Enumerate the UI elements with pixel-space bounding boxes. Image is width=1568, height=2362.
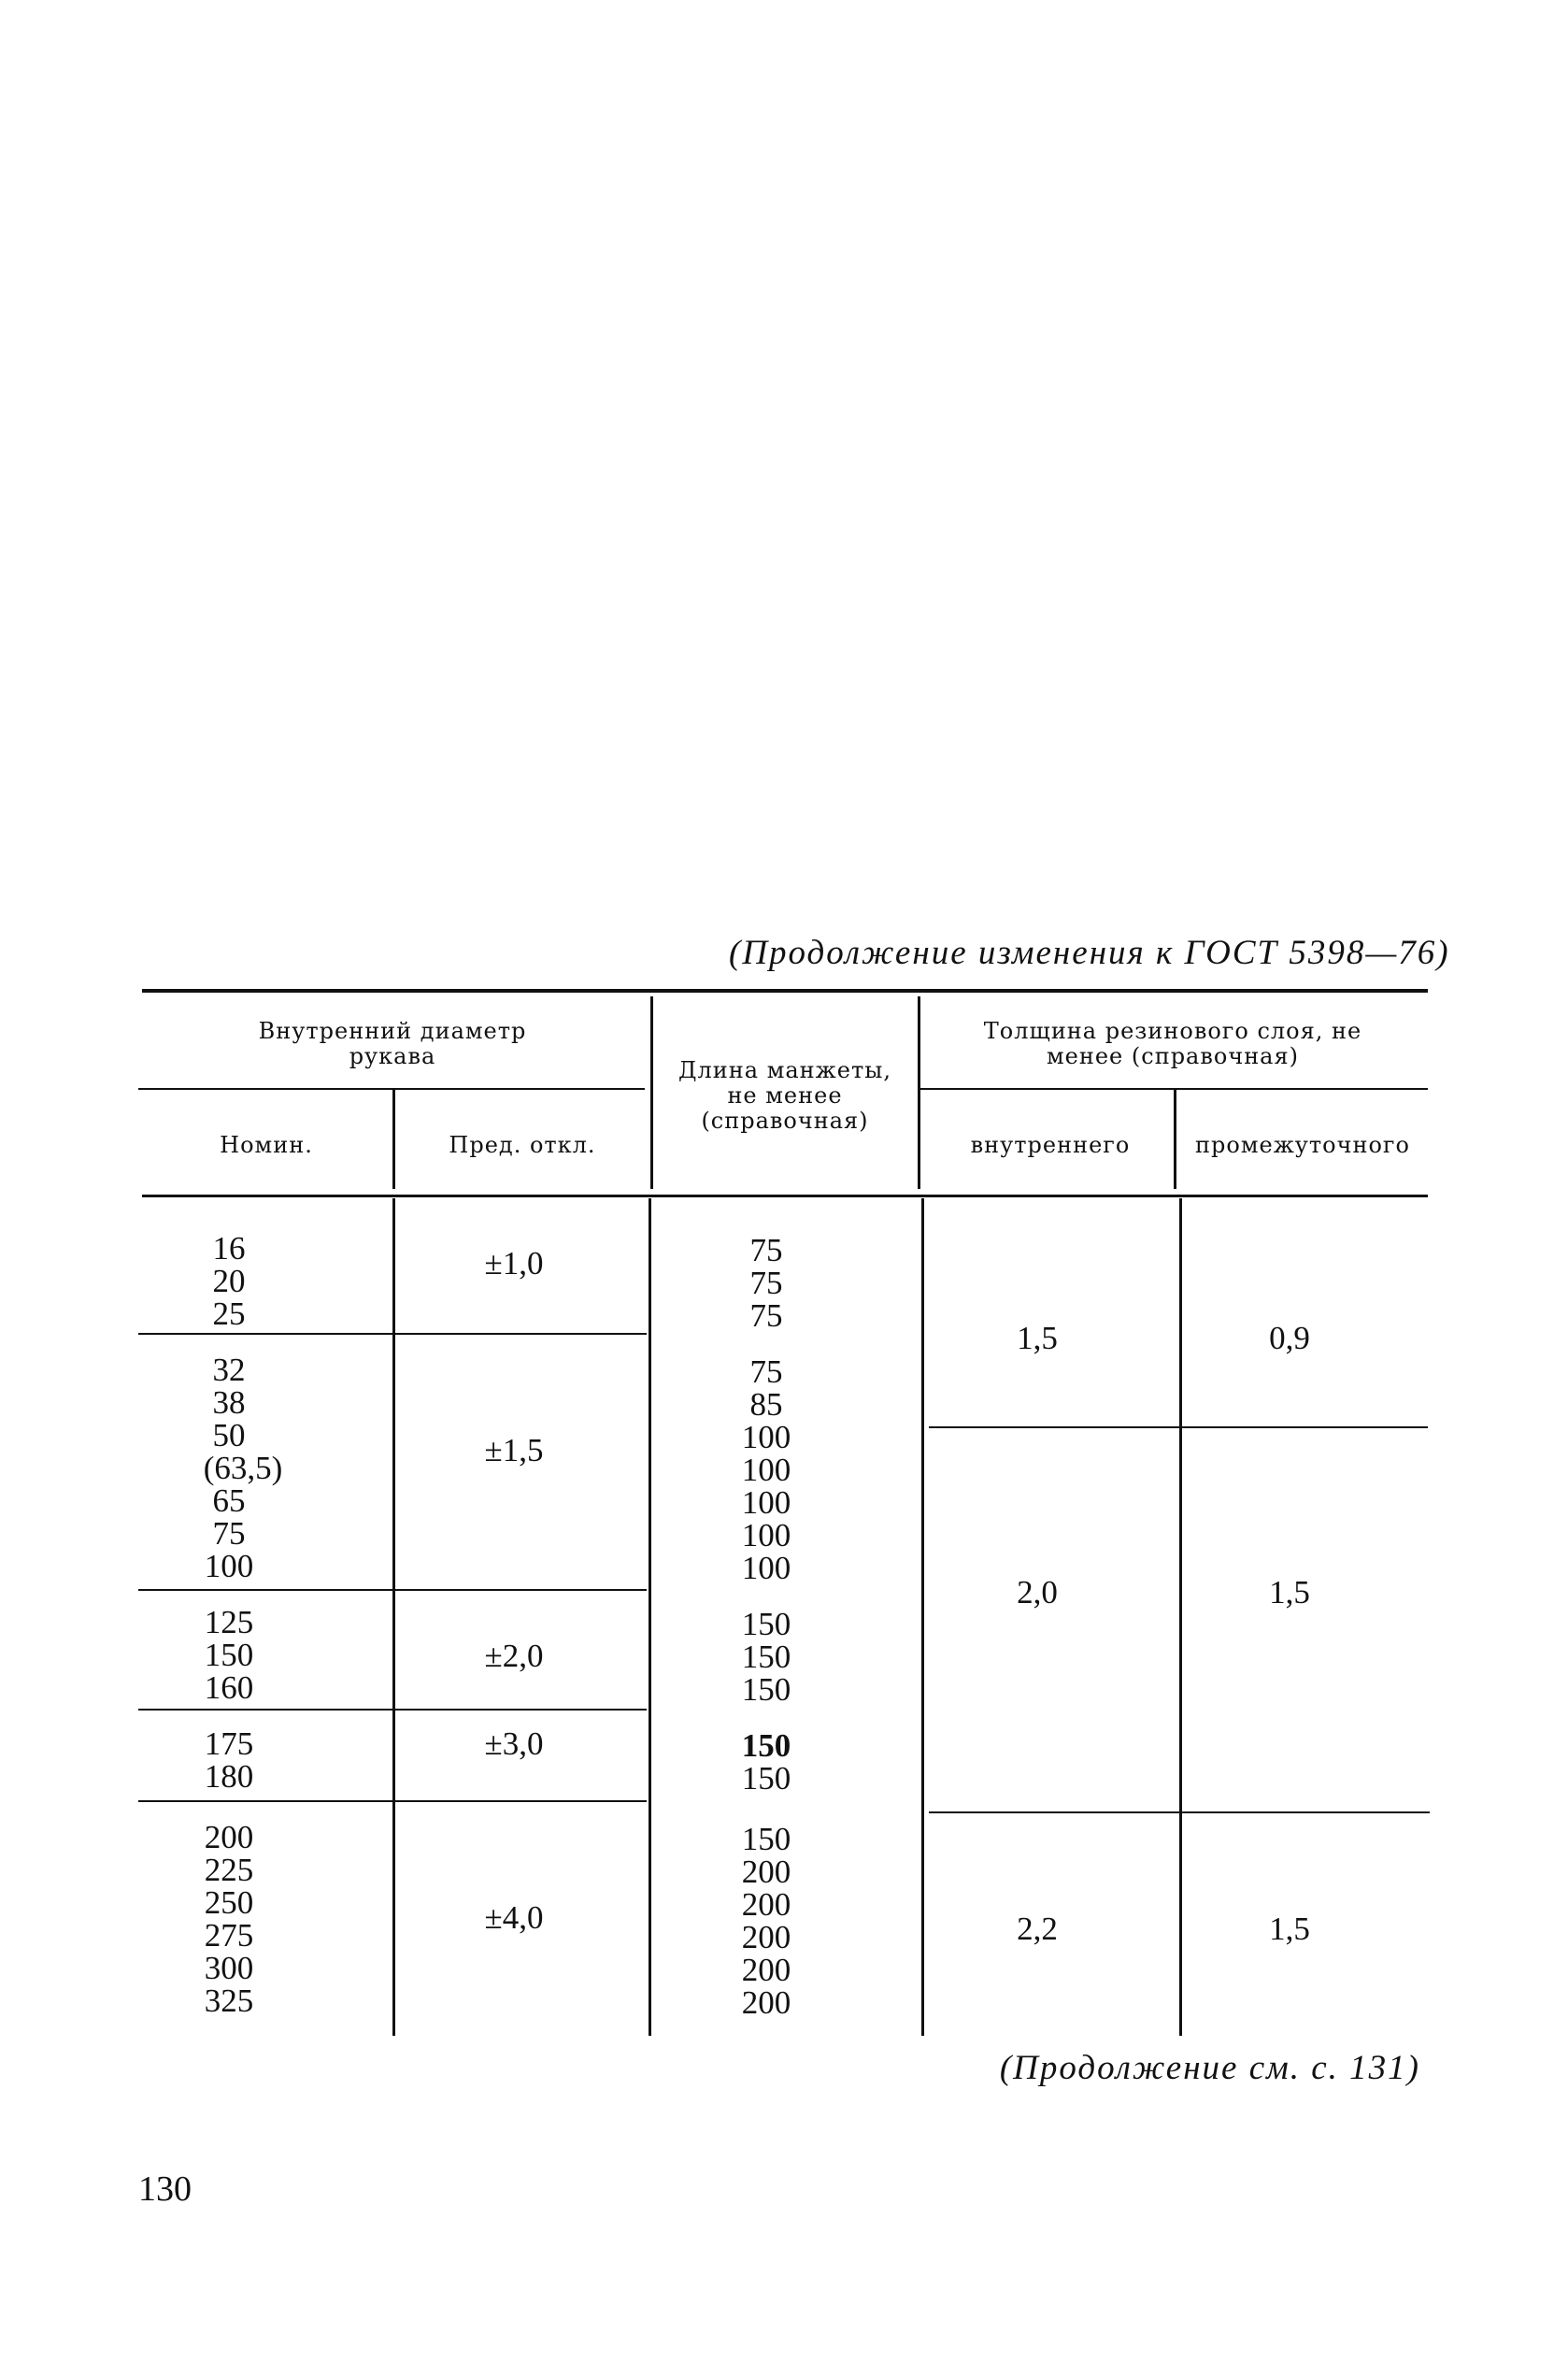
nominal-275: 275 [204, 1917, 254, 1954]
cuff-length: 150 [741, 1821, 791, 1857]
cuff-length: 100 [741, 1517, 791, 1553]
nominal-160: 160 [204, 1669, 254, 1706]
cuff-length: 100 [741, 1452, 791, 1488]
cuff-length: 100 [741, 1550, 791, 1586]
inner-thickness-1: 1,5 [1017, 1320, 1058, 1356]
group-rule-3 [138, 1709, 647, 1711]
tolerance-group-3: ±2,0 [484, 1638, 544, 1674]
header-bottom-rule [142, 1195, 1428, 1197]
cuff-length: 75 [749, 1297, 783, 1334]
cuff-length: 150 [741, 1671, 791, 1708]
nominal-325: 325 [204, 1983, 254, 2019]
cuff-length: 200 [741, 1952, 791, 1988]
body-vline-3 [921, 1198, 924, 2036]
nominal-65: 65 [212, 1482, 246, 1519]
table-top-rule [142, 989, 1428, 993]
intermediate-thickness-3: 1,5 [1269, 1911, 1310, 1947]
cuff-length: 150 [741, 1639, 791, 1675]
cuff-length: 200 [741, 1919, 791, 1955]
tolerance-group-1: ±1,0 [484, 1245, 544, 1281]
group-rule-2 [138, 1589, 647, 1591]
cuff-length: 150 [741, 1727, 791, 1764]
body-vline-2 [649, 1198, 651, 2036]
group-rule-4 [138, 1800, 647, 1802]
thickness-rule-2 [929, 1811, 1430, 1813]
nominal-32: 32 [212, 1352, 246, 1388]
nominal-125: 125 [204, 1604, 254, 1640]
cuff-length: 200 [741, 1984, 791, 2021]
header-vline-4 [1174, 1090, 1176, 1189]
tolerance-group-4: ±3,0 [484, 1725, 544, 1762]
header-intermediate-layer: промежуточного [1195, 1132, 1410, 1158]
cuff-length: 85 [749, 1386, 783, 1423]
nominal-300: 300 [204, 1950, 254, 1986]
cuff-length: 100 [741, 1484, 791, 1521]
nominal-100: 100 [204, 1548, 254, 1584]
cuff-length: 75 [749, 1353, 783, 1390]
nominal-63-5: (63,5) [203, 1450, 283, 1486]
cuff-length: 200 [741, 1854, 791, 1890]
header-nominal: Номин. [220, 1132, 313, 1158]
nominal-16: 16 [212, 1230, 246, 1267]
tolerance-group-5: ±4,0 [484, 1899, 544, 1936]
inner-thickness-2: 2,0 [1017, 1574, 1058, 1610]
nominal-25: 25 [212, 1296, 246, 1332]
page-number: 130 [138, 2169, 192, 2209]
header-rule-left [138, 1088, 645, 1090]
nominal-150: 150 [204, 1637, 254, 1673]
header-vline-1 [392, 1090, 395, 1189]
cuff-length: 150 [741, 1606, 791, 1642]
thickness-rule-1 [929, 1426, 1428, 1428]
nominal-50: 50 [212, 1417, 246, 1453]
cuff-length: 150 [741, 1760, 791, 1797]
body-vline-1 [392, 1198, 395, 2036]
header-rubber-thickness: Толщина резинового слоя, не менее (справочная) [983, 1018, 1362, 1069]
nominal-225: 225 [204, 1852, 254, 1888]
header-tolerance: Пред. откл. [449, 1132, 596, 1158]
nominal-175: 175 [204, 1725, 254, 1762]
header-inner-diameter: Внутренний диаметр рукава [258, 1018, 527, 1069]
nominal-180: 180 [204, 1758, 254, 1795]
nominal-38: 38 [212, 1384, 246, 1421]
cuff-length: 75 [749, 1232, 783, 1268]
header-cuff-length: Длина манжеты, не менее (справочная) [678, 1057, 891, 1134]
header-vline-3 [918, 996, 920, 1189]
intermediate-thickness-2: 1,5 [1269, 1574, 1310, 1610]
cuff-length: 100 [741, 1419, 791, 1455]
inner-thickness-3: 2,2 [1017, 1911, 1058, 1947]
header-vline-2 [650, 996, 653, 1189]
nominal-20: 20 [212, 1263, 246, 1299]
nominal-250: 250 [204, 1884, 254, 1921]
header-inner-layer: внутреннего [970, 1132, 1131, 1158]
cuff-length: 200 [741, 1886, 791, 1923]
group-rule-1 [138, 1333, 647, 1335]
body-vline-4 [1179, 1198, 1182, 2036]
nominal-200: 200 [204, 1819, 254, 1855]
continuation-footer: (Продолжение см. с. 131) [999, 2049, 1420, 2087]
continuation-header: (Продолжение изменения к ГОСТ 5398—76) [729, 934, 1450, 972]
nominal-75: 75 [212, 1515, 246, 1552]
cuff-length: 75 [749, 1265, 783, 1301]
intermediate-thickness-1: 0,9 [1269, 1320, 1310, 1356]
tolerance-group-2: ±1,5 [484, 1432, 544, 1468]
